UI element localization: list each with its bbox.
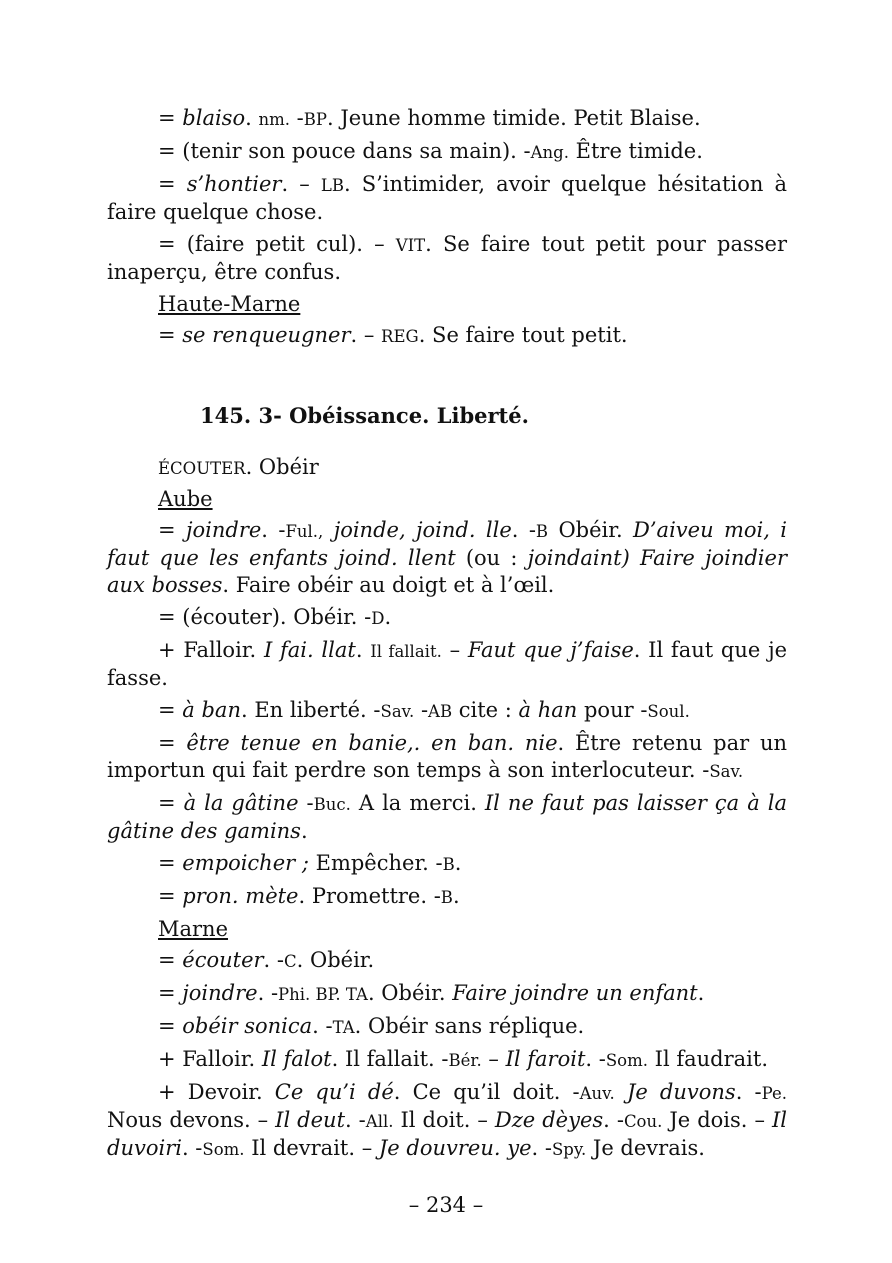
- entry-falloir-marne: + Falloir. Il falot. Il fallait. -Bér. – Il faroit. -Som. Il faudrait.: [158, 1047, 768, 1071]
- entry-obeir-sonica: = obéir sonica. -TA. Obéir sans réplique.: [158, 1014, 585, 1038]
- entry-etre-tenue-en-banie: = être tenue en banie,. en ban. nie. Être retenu par un importun qui fait perdre son temps à son interlocuteur. -Sav.: [107, 731, 788, 782]
- entry-shontier: = s’hontier. – LB. S’intimider, avoir quelque hésitation à faire quelque chose.: [107, 172, 787, 224]
- entry-ecouter-aube: = (écouter). Obéir. -D.: [158, 605, 392, 629]
- entry-pron-mete: = pron. mète. Promettre. -B.: [158, 884, 460, 908]
- entry-falloir-aube: + Falloir. I fai. llat. Il fallait. – Faut que j’faise. Il faut que je fasse.: [107, 638, 788, 690]
- entry-faire-petit-cul: = (faire petit cul). – VIT. Se faire tout petit pour passer inaperçu, être confus.: [107, 232, 787, 284]
- entry-a-ban: = à ban. En liberté. -Sav. -AB cite : à han pour -Soul.: [158, 698, 690, 722]
- region-heading-marne: Marne: [158, 917, 229, 941]
- entry-joindre-marne: = joindre. -Phi. BP. TA. Obéir. Faire joindre un enfant.: [158, 981, 705, 1005]
- headword-ecouter: ÉCOUTER. Obéir: [158, 455, 319, 479]
- region-heading-haute-marne: Haute-Marne: [158, 292, 301, 316]
- entry-tenir-son-pouce: = (tenir son pouce dans sa main). -Ang. Être timide.: [158, 139, 703, 163]
- entry-empoicher: = empoicher ; Empêcher. -B.: [158, 851, 462, 875]
- entry-joindre-aube: = joindre. -Ful., joinde, joind. lle. -B Obéir. D’aiveu moi, i faut que les enfants joind. llent (ou : joindaint) Faire joindier aux bosses. Faire obéir au doigt et à l’œil.: [107, 518, 788, 597]
- entry-blaiso: = blaiso. nm. -BP. Jeune homme timide. Petit Blaise.: [158, 106, 701, 130]
- entry-devoir-marne: + Devoir. Ce qu’i dé. Ce qu’il doit. -Auv. Je duvons. -Pe. Nous devons. – Il deut. -All. Il doit. – Dze dèyes. -Cou. Je dois. – Il duvoiri. -Som. Il devrait. – Je douvreu. ye. -Spy. Je devrais.: [107, 1080, 787, 1160]
- page-body: [107, 105, 787, 1168]
- entry-a-la-gatine: = à la gâtine -Buc. A la merci. Il ne faut pas laisser ça à la gâtine des gamins.: [107, 791, 787, 843]
- page-number: – 234 –: [408, 1193, 484, 1217]
- entry-ecouter-marne: = écouter. -C. Obéir.: [158, 948, 375, 972]
- section-title: 145. 3- Obéissance. Liberté.: [200, 403, 529, 428]
- region-heading-aube: Aube: [158, 487, 213, 511]
- entry-se-renqueugner: = se renqueugner. – REG. Se faire tout petit.: [158, 323, 628, 347]
